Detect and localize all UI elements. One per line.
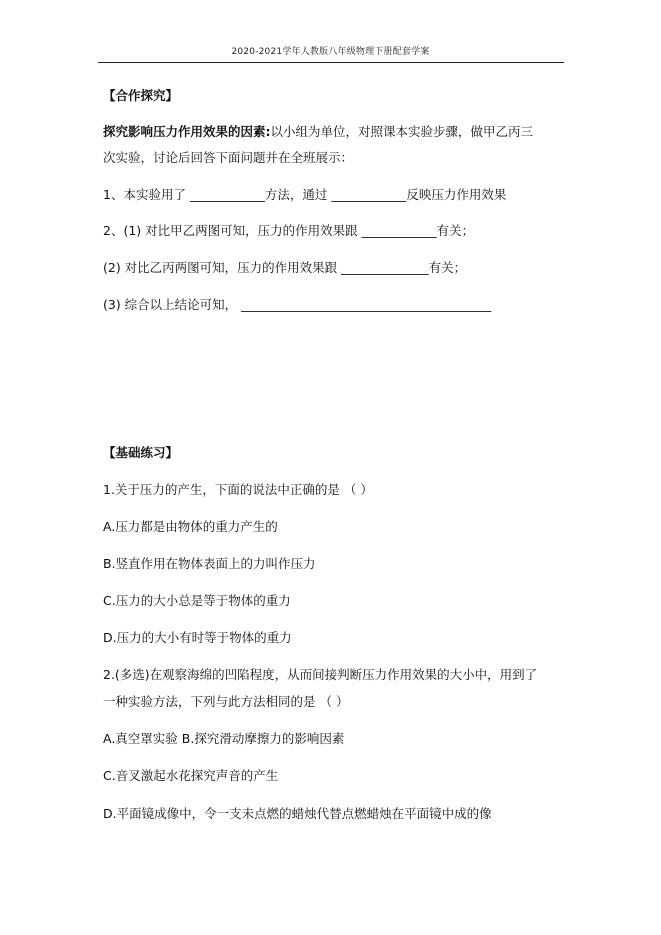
basic-q1-option-d: D.压力的大小有时等于物体的重力 — [103, 630, 292, 645]
section-title-basic: 【基础练习】 — [103, 445, 179, 460]
basic-q2-option-d: D.平面镜成像中，令一支未点燃的蜡烛代替点燃蜡烛在平面镜中成的像 — [103, 806, 492, 821]
question-2-part-3: (3) 综合以上结论可知， ________________________________________ — [103, 297, 492, 312]
question-2-part-2: (2) 对比乙丙两图可知，压力的作用效果跟 ______________有关； — [103, 260, 467, 275]
basic-q1-option-a: A.压力都是由物体的重力产生的 — [103, 519, 278, 534]
basic-q2-stem-line1: 2.(多选)在观察海绵的凹陷程度，从而间接判断压力作用效果的大小中，用到了 — [103, 667, 538, 682]
section-title-cooperative: 【合作探究】 — [103, 88, 179, 103]
basic-q2-stem-line2: 一种实验方法，下列与此方法相同的是 （ ） — [103, 694, 349, 709]
basic-q2-option-c: C.音叉激起水花探究声音的产生 — [103, 768, 279, 783]
header-divider — [98, 62, 564, 63]
basic-q2-options-ab: A.真空罩实验 B.探究滑动摩擦力的影响因素 — [103, 731, 345, 746]
question-1: 1、本实验用了 ____________方法，通过 ____________反映压力作用效果 — [103, 187, 507, 202]
cooperative-intro — [103, 124, 533, 140]
basic-q1-option-c: C.压力的大小总是等于物体的重力 — [103, 593, 291, 608]
intro-text: 以小组为单位，对照课本实验步骤，做甲乙丙三 — [270, 124, 534, 139]
question-2-part-1: 2、(1) 对比甲乙两图可知，压力的作用效果跟 ____________有关； — [103, 223, 475, 238]
cooperative-intro-line2: 次实验，讨论后回答下面问题并在全班展示： — [103, 150, 354, 165]
basic-q1-option-b: B.竖直作用在物体表面上的力叫作压力 — [103, 556, 316, 571]
page-header: 2020-2021学年人教版八年级物理下册配套学案 — [231, 47, 430, 57]
intro-bold-label: 探究影响压力作用效果的因素: — [103, 124, 271, 139]
basic-q1-stem: 1.关于压力的产生，下面的说法中正确的是 （ ） — [103, 482, 373, 497]
